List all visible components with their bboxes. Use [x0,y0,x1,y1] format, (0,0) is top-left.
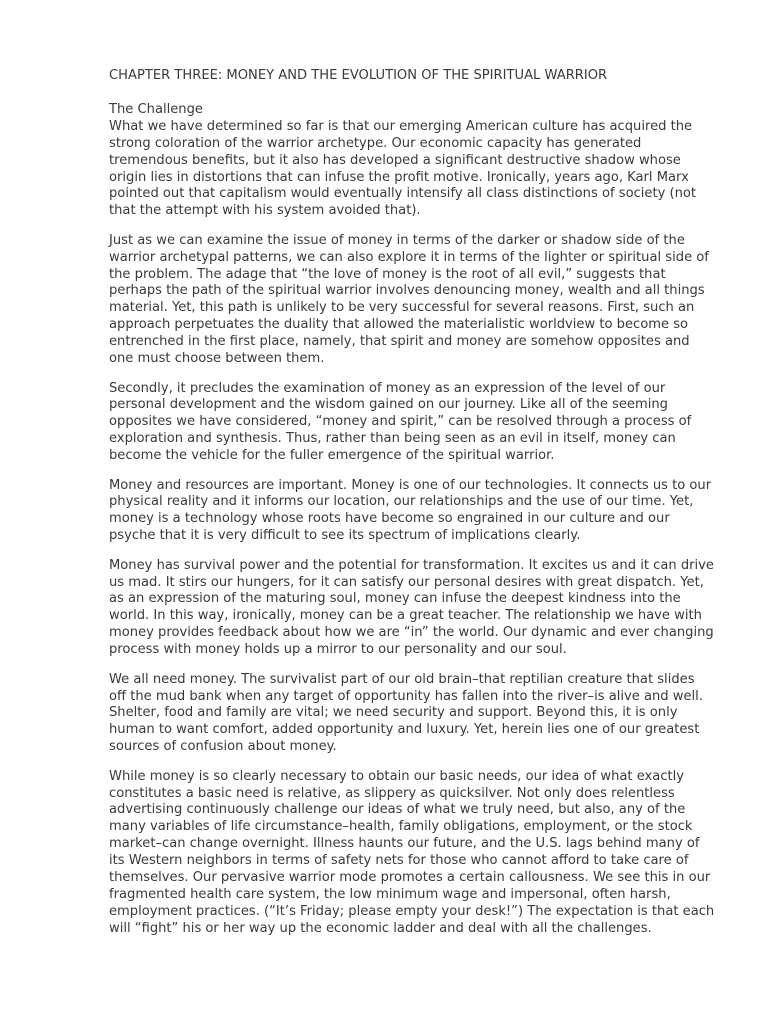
paragraph-6: We all need money. The survivalist part of our old brain–that reptilian creature that slides off the mud bank when any target of opportunity has fallen into the river–is alive and well. Shelter, food and family are vital; we need security and support. Beyond this, it is only human to want comfort, added opportunity and luxury. Yet, herein lies one of our greatest sources of confusion about money. [109,671,703,755]
section-title: The Challenge [109,101,203,117]
paragraph-2: Just as we can examine the issue of money in terms of the darker or shadow side of the warrior archetypal patterns, we can also explore it in terms of the lighter or spiritual side of the problem. The adage that “the love of money is the root of all evil,” suggests that perhaps the path of the spiritual warrior involves denouncing money, wealth and all things material. Yet, this path is unlikely to be very successful for several reasons. First, such an approach perpetuates the duality that allowed the materialistic worldview to become so entrenched in the first place, namely, that spirit and money are somehow opposites and one must choose between them. [109,232,709,367]
paragraph-3: Secondly, it precludes the examination of money as an expression of the level of our personal development and the wisdom gained on our journey. Like all of the seeming opposites we have considered, “money and spirit,” can be resolved through a process of exploration and synthesis. Thus, rather than being seen as an evil in itself, money can become the vehicle for the fuller emergence of the spiritual warrior. [109,380,692,464]
paragraph-4: Money and resources are important. Money is one of our technologies. It connects us to our physical reality and it informs our location, our relationships and the use of our time. Yet, money is a technology whose roots have become so engrained in our culture and our psyche that it is very difficult to see its spectrum of implications clearly. [109,477,712,544]
chapter-title: CHAPTER THREE: MONEY AND THE EVOLUTION OF THE SPIRITUAL WARRIOR [109,68,608,83]
paragraph-7: While money is so clearly necessary to obtain our basic needs, our idea of what exactly constitutes a basic need is relative, as slippery as quicksilver. Not only does relentless advertising continuously challenge our ideas of what we truly need, but also, any of the many variables of life circumstance–health, family obligations, employment, or the stock market–can change overnight. Illness haunts our future, and the U.S. lags behind many of its Western neighbors in terms of safety nets for those who cannot afford to take care of themselves. Our pervasive warrior mode promotes a certain callousness. We see this in our fragmented health care system, the low minimum wage and impersonal, often harsh, employment practices. (“It’s Friday; please empty your desk!”) The expectation is that each will “fight” his or her way up the economic ladder and deal with all the challenges. [109,768,715,936]
document-page [109,68,715,950]
paragraph-5: Money has survival power and the potential for transformation. It excites us and it can drive us mad. It stirs our hungers, for it can satisfy our personal desires with great dispatch. Yet, as an expression of the maturing soul, money can infuse the deepest kindness into the world. In this way, ironically, money can be a great teacher. The relationship we have with money provides feedback about how we are “in” the world. Our dynamic and ever changing process with money holds up a mirror to our personality and our soul. [109,557,714,658]
paragraph-1: What we have determined so far is that our emerging American culture has acquired the strong coloration of the warrior archetype. Our economic capacity has generated tremendous benefits, but it also has developed a significant destructive shadow whose origin lies in distortions that can infuse the profit motive. Ironically, years ago, Karl Marx pointed out that capitalism would eventually intensify all class distinctions of society (not that the attempt with his system avoided that). [109,118,697,219]
